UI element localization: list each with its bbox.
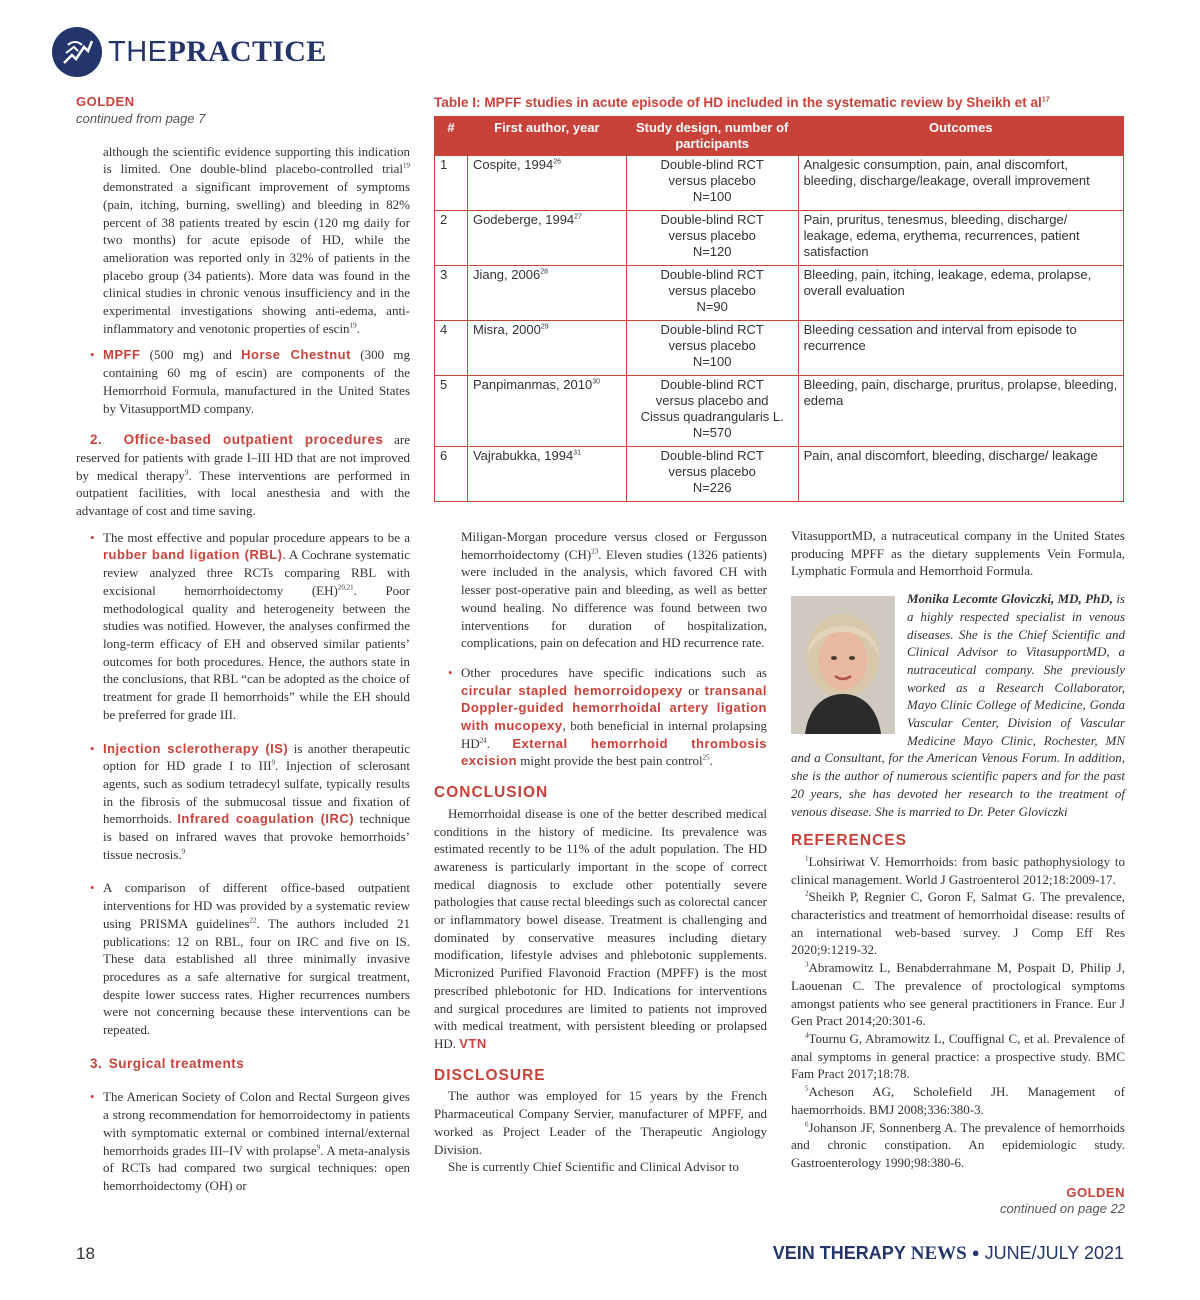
section-heading: Office-based outpatient procedures bbox=[123, 432, 384, 448]
continued-on-note: continued on page 22 bbox=[999, 1201, 1125, 1217]
studies-table bbox=[434, 116, 1124, 502]
column-header: Study design, number of participants bbox=[626, 117, 798, 156]
paragraph: although the scientific evidence supporting this indication is limited. One double-blind placebo-controlled trial$^{19}$ demonstrated a significant improvement of symptoms (pain, itching, burning, swelling) and bleeding in 82% percent of 38 patients treated by escin (120 mg daily for two months) for acute episode of HD, while the amelioration was reported only in 32% of patients in the placebo group (34 patients). More data was found in the clinical studies in chronic venous insufficiency and in the experimental investigations showing anti-edema, anti-inflammatory and venotonic properties of escin$^{19}$. bbox=[103, 143, 410, 336]
paragraph: Miligan-Morgan procedure versus closed or Fergusson hemorrhoidectomy (CH)$^{23}$. Eleven studies (1326 patients) were included in the analysis, which favored CH with lesser post-operative pain and bleeding, as well as better wound healing. No difference was found between two interventions for duration of hospitalization, complications, pain on defecation and HD recurrence rate. bbox=[461, 529, 767, 651]
article-column-1 bbox=[76, 93, 410, 1204]
article-column-2 bbox=[434, 528, 767, 1176]
reference-item: $^6$Johanson JF, Sonnenberg A. The prevalence of hemorrhoids and chronic constipation. An epidemiologic study. Gastroenterology 1990;98:380-6. bbox=[791, 1119, 1125, 1170]
publication-name-news: NEWS bbox=[910, 1243, 967, 1264]
table-title: Table I: MPFF studies in acute episode of HD included in the systematic review by Sheikh et $al^{17}$ bbox=[434, 95, 1050, 110]
publication-footer bbox=[773, 1243, 1124, 1265]
list-item: • MPFF (500 mg) and Horse Chestnut (300 mg containing 60 mg of escin) are components of the Hemorrhoid Formula, manufactured in the United States by VitasupportMD company. bbox=[76, 346, 410, 417]
section-3-heading: 3. Surgical treatments bbox=[90, 1055, 245, 1071]
reference-item: $^5$Acheson AG, Scholefield JH. Management of haemorrhoids. BMJ 2008;336:380-3. bbox=[791, 1084, 1125, 1117]
section-kicker: GOLDEN bbox=[76, 94, 135, 109]
table-row: 1 Cospite, 1994$^{26}$ Double-blind RCT versus placebo N=100 Analgesic consumption, pain, anal discomfort, bleeding, discharge/leakage, overall improvement bbox=[435, 156, 1124, 211]
reference-item: $^1$Lohsiriwat V. Hemorrhoids: from basic pathophysiology to clinical management. World J Gastroenterol 2012;18:2009-17. bbox=[791, 853, 1125, 887]
section-kicker: GOLDEN bbox=[1066, 1184, 1125, 1200]
section-2-paragraph: 2. Office-based outpatient procedures are reserved for patients with grade I–III HD that are not improved by medical therapy$^9$. These interventions are performed in outpatient facilities, with local anesthesia and with the advantage of cost and time saving. bbox=[76, 432, 411, 519]
section-number: 2. bbox=[90, 432, 103, 448]
reference-item: $^2$Sheikh P, Regnier C, Goron F, Salmat G. The prevalence, characteristics and treatment of hemorrhoidal disease: results of an international web-based survey. J Comp Eff Res 2020;9:1219-32. bbox=[791, 889, 1125, 958]
vtn-end-mark: VTN bbox=[459, 1035, 487, 1051]
table-row: 5 Panpimanmas, 2010$^{30}$ Double-blind RCT versus placebo and Cissus quadrangularis L. N=570 Bleeding, pain, discharge, pruritus, prolapse, bleeding, edema bbox=[435, 376, 1124, 447]
paragraph: VitasupportMD, a nutraceutical company in the United States producing MPFF as the dietary supplements Vein Formula, Lymphatic Formula and Hemorrhoid Formula. bbox=[791, 528, 1125, 579]
continued-from-note: continued from page 7 bbox=[76, 110, 206, 126]
author-bio: Monika Lecomte Gloviczki, MD, PhD, is a highly respected specialist in venous diseases. She is the Chief Scientific and Clinical Advisor to VitasupportMD, a nutraceutical company. She previously worked as a Research Collaborator, Mayo Clinic College of Medicine, Gonda Vascular Center, Division of Vascular Medicine Mayo Clinic, Rochester, MN and a Consultant, for the American Venous Forum. In addition, she is the author of numerous scientific papers and for the past 20 years, she has devoted her research to the treatment of venous disease. She is married to Dr. Peter Gloviczki bbox=[791, 591, 1125, 819]
issue-date: JUNE/JULY 2021 bbox=[984, 1243, 1124, 1263]
author-name: Monika Lecomte Gloviczki, MD, PhD, bbox=[907, 591, 1113, 607]
list-item: • The American Society of Colon and Rectal Surgeon gives a strong recommendation for hemorroidectomy in patients with symptomatic external or combined internal/external hemorrhoids grades III–IV with prolapse$^9$. A meta-analysis of RCTs had compared two surgical techniques: open hemorrhoidectomy (OH) or bbox=[76, 1088, 410, 1194]
page-number: 18 bbox=[76, 1244, 95, 1263]
table-row: 3 Jiang, 2006$^{28}$ Double-blind RCT versus placebo N=90 Bleeding, pain, itching, leakage, edema, prolapse, overall evaluation bbox=[435, 266, 1124, 321]
column-header: Outcomes bbox=[798, 117, 1123, 156]
table-row: 6 Vajrabukka, 1994$^{31}$ Double-blind RCT versus placebo N=226 Pain, anal discomfort, bleeding, discharge/ leakage bbox=[435, 447, 1124, 502]
table-row: 2 Godeberge, 1994$^{27}$ Double-blind RCT versus placebo N=120 Pain, pruritus, tenesmus, bleeding, discharge/ leakage, edema, erythema, recurrences, patient satisfaction bbox=[435, 211, 1124, 266]
logo-text-bold: PRACTICE bbox=[167, 35, 327, 68]
disclosure-heading: DISCLOSURE bbox=[434, 1066, 546, 1084]
table-header-row bbox=[435, 117, 1124, 156]
column-header: # bbox=[435, 117, 468, 156]
publication-logo bbox=[52, 27, 327, 77]
publication-name: VEIN THERAPY bbox=[772, 1243, 906, 1263]
list-item: • Other procedures have specific indications such as circular stapled hemorroidopexy or transanal Doppler-guided hemorrhoidal artery ligation with mucopexy, both beneficial in internal prolapsing HD$^{24}$. External hemorrhoid thrombosis excision might provide the best pain control$^{25}$. bbox=[434, 664, 767, 770]
conclusion-paragraph: Hemorrhoidal disease is one of the better described medical conditions in the history of medicine. Its prevalence was estimated recently to be 11% of the adult population. The HD awareness is particularly important in the scope of correct medical diagnosis to exclude other potentially severe pathologies that cause rectal bleedings such as colorectal cancer or inflammatory bowel disease. Treatment is challenging and dominated by conservative measures including dietary modification, lifestyle advises and phlebotonic supplements. Micronized Purified Flavonoid Fraction (MPFF) is the most prescribed phlebotonic for HD. Indications for interventions and surgical procedures are limited to patients not improved with medical treatment, with persistent bleeding or prolapsed HD. VTN bbox=[434, 805, 767, 1051]
references-list bbox=[791, 853, 1125, 1172]
reference-item: $^4$Tournu G, Abramowitz L, Couffignal C, et al. Prevalence of anal symptoms in general practice: a prospective study. BMC Fam Pract 2017;18:78. bbox=[791, 1030, 1125, 1082]
references-heading: REFERENCES bbox=[791, 832, 907, 850]
footer-bullet-icon: ● bbox=[971, 1245, 980, 1260]
disclosure-paragraph: The author was employed for 15 years by the French Pharmaceutical Company Servier, manufacturer of MPFF, and worked as Project Leader of the Therapeutic Angiology Division. bbox=[434, 1088, 767, 1157]
conclusion-heading: CONCLUSION bbox=[434, 784, 549, 802]
logo-text-light: THE bbox=[108, 36, 168, 68]
list-item: • A comparison of different office-based outpatient interventions for HD was provided by a systematic review using PRISMA guidelines$^{22}$. The authors included 21 publications: 12 on RBL, four on IRC and five on IS. These data established all three minimally invasive procedures as a safe alternative for surgical treatment, despite lower success rates. Higher recurrences numbers were not concerning because these interventions can be repeated. bbox=[76, 879, 410, 1038]
table-row: 4 Misra, 2000$^{29}$ Double-blind RCT versus placebo N=100 Bleeding cessation and interval from episode to recurrence bbox=[435, 321, 1124, 376]
logo-emblem-icon bbox=[52, 27, 102, 77]
list-item: • Injection sclerotherapy (IS) is another therapeutic option for HD grade I to III$^9$. Injection of sclerosant agents, such as sodium tetradecyl sulfate, typically results in the fibrosis of the submucosal tissue and fixation of hemorrhoids. Infrared coagulation (IRC) technique is based on infrared waves that provoke hemorrhoids’ tissue necrosis.$^9$ bbox=[76, 740, 410, 864]
article-column-3 bbox=[791, 527, 1125, 1216]
list-item: • The most effective and popular procedure appears to be a rubber band ligation (RBL). A Cochrane systematic review analyzed three RCTs comparing RBL with excisional hemorrhoidectomy (EH)$^{20,21}$. Poor methodological quality and heterogeneity between the studies was notified. However, the analyses confirmed the long-term efficacy of EH and observed similar patients’ outcomes for both procedures. Hence, the authors state in the conclusions, that RBL “can be adopted as the choice of treatment for grade II hemorrhoids” while the EH should be preferred for grade III. bbox=[76, 529, 410, 724]
reference-item: $^3$Abramowitz L, Benabderrahmane M, Pospait D, Philip J, Laouenan C. The prevalence of proctological symptoms amongst patients who see general practitioners in France. Eur J Gen Pract 2014;20:301-6. bbox=[791, 960, 1125, 1029]
column-header: First author, year bbox=[467, 117, 626, 156]
disclosure-paragraph: She is currently Chief Scientific and Clinical Advisor to bbox=[448, 1159, 740, 1175]
author-portrait bbox=[791, 596, 895, 734]
